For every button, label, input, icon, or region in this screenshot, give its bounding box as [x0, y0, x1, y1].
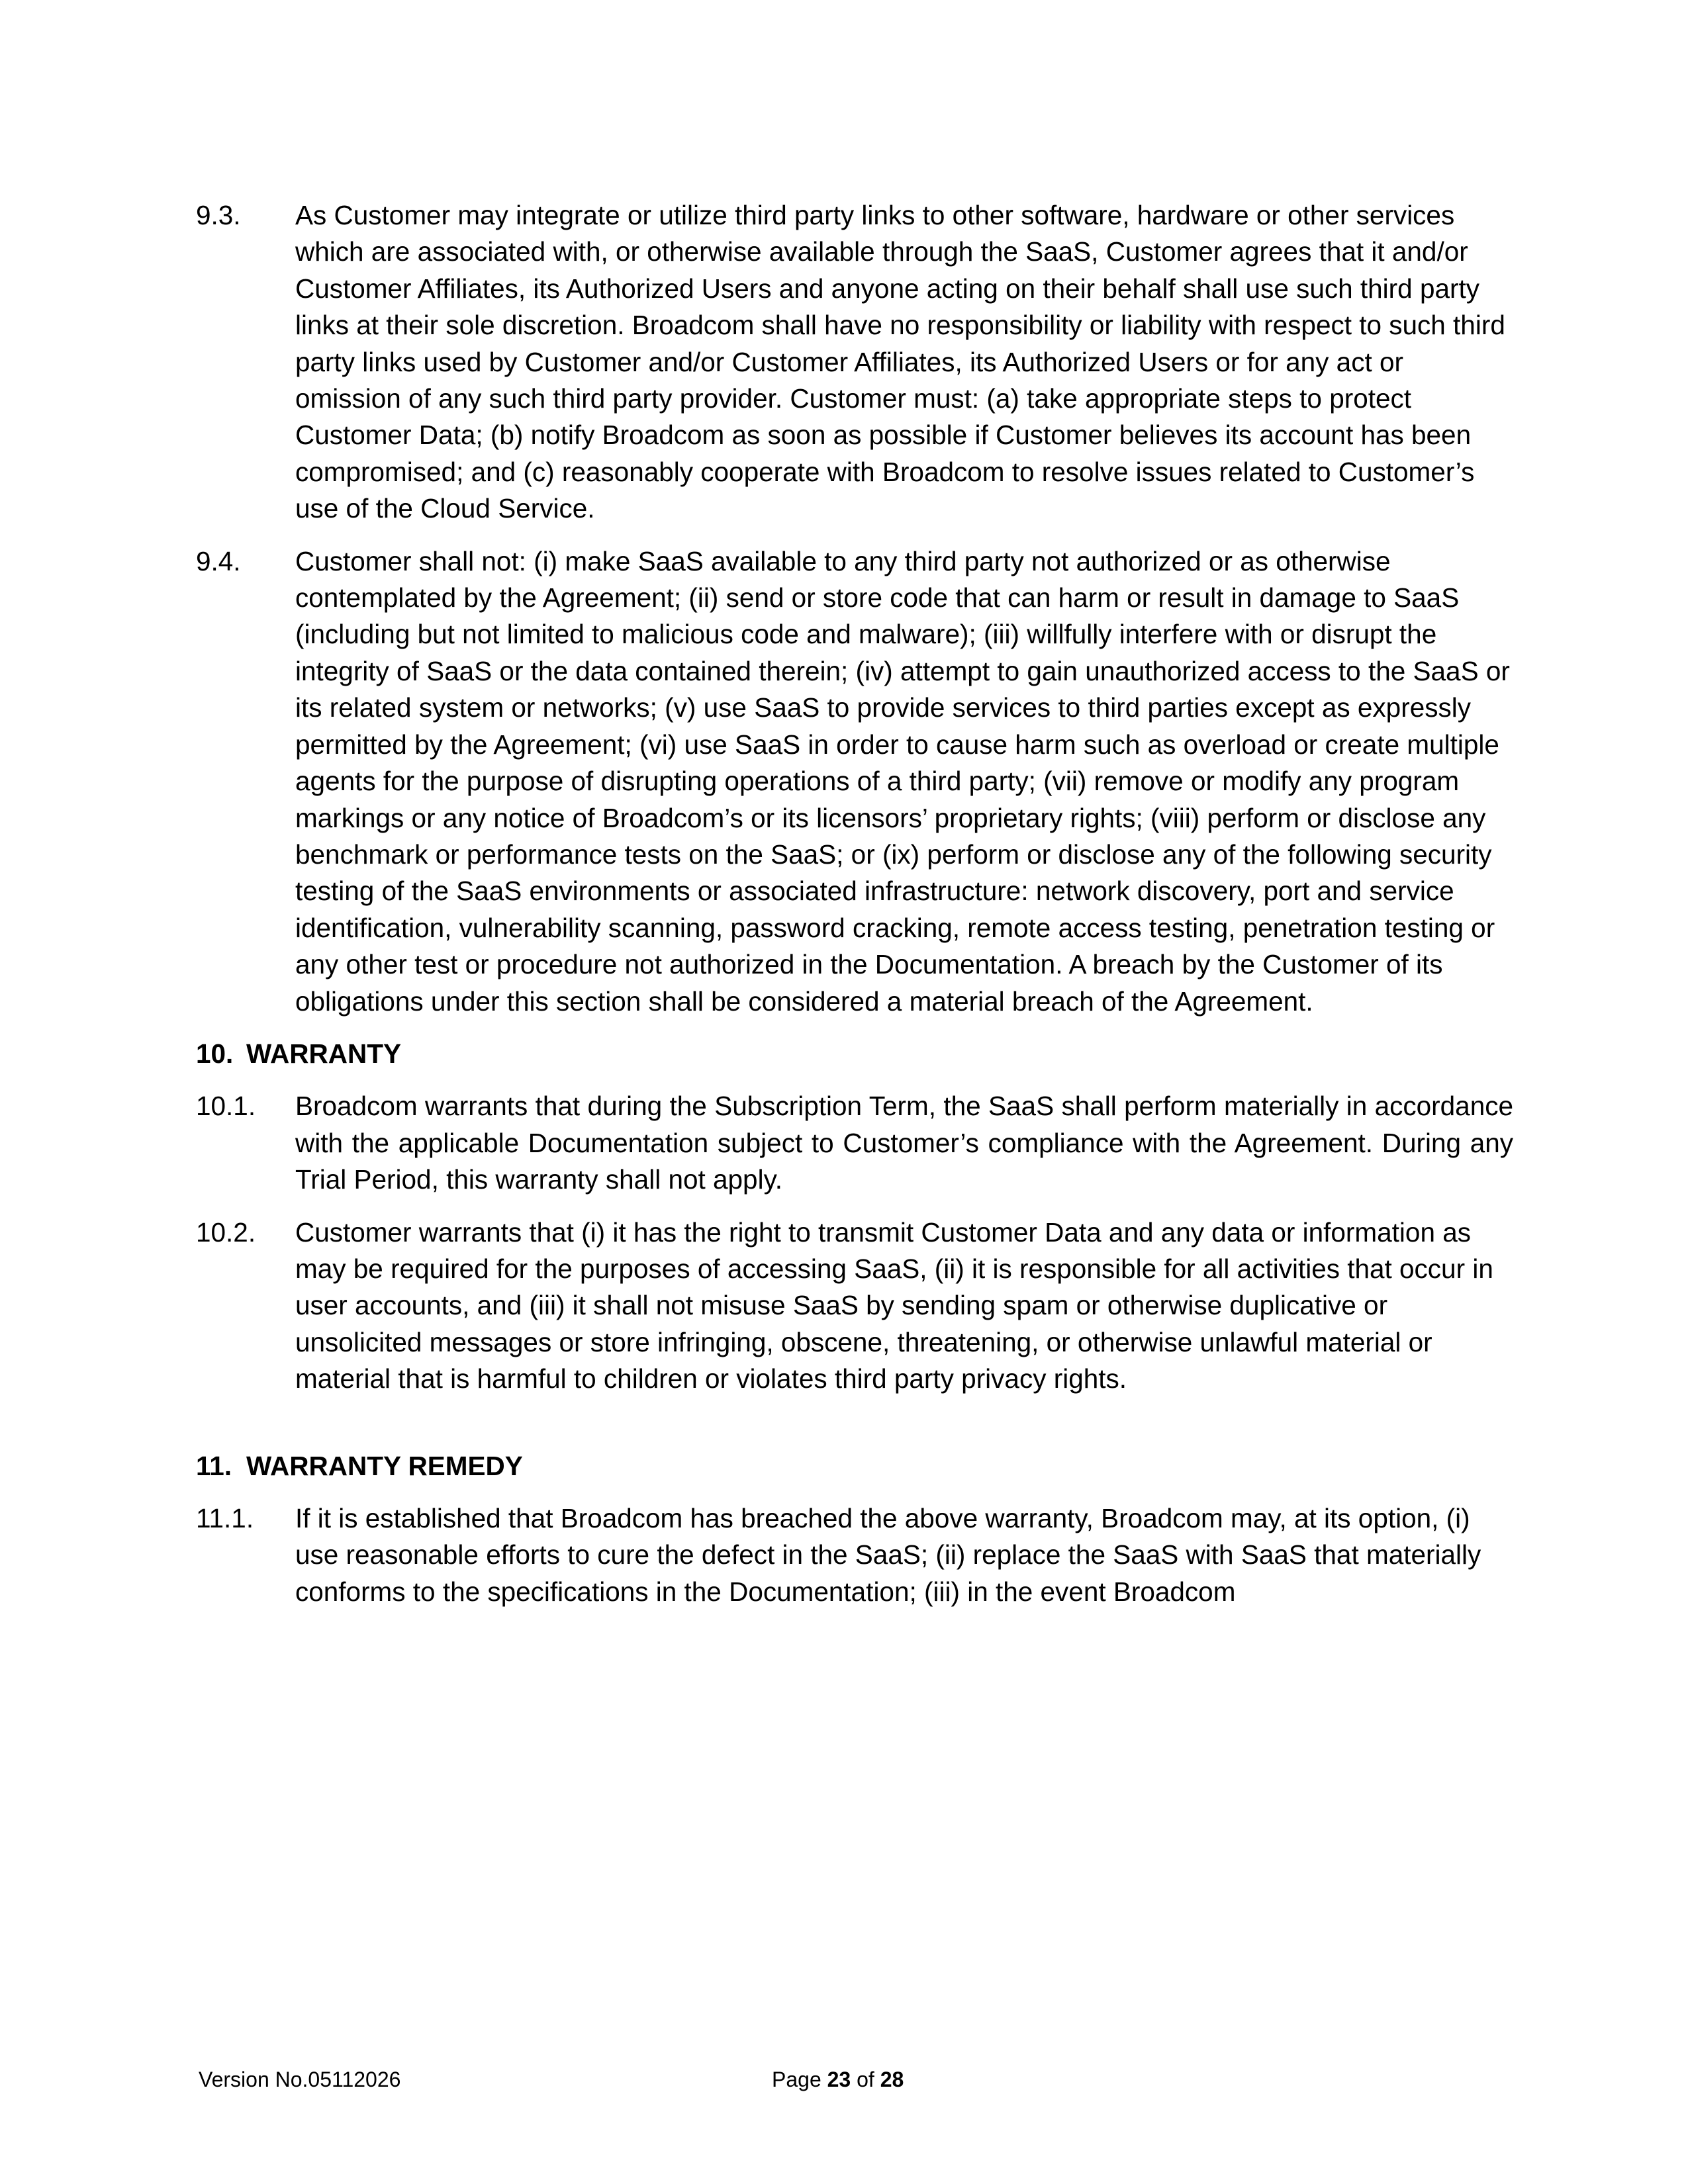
clause-text: If it is established that Broadcom has breached the above warranty, Broadcom may, at its option, (i) use reasonable efforts to cure the defect in the SaaS; (ii) replace the SaaS with SaaS that materially conforms to the specifications in the Documentation; (iii) in the event Broadcom [295, 1503, 1481, 1607]
page-footer [199, 2065, 1489, 2094]
section-title: WARRANTY [246, 1038, 401, 1069]
clause-text: As Customer may integrate or utilize third party links to other software, hardware or other services which are associated with, or otherwise available through the SaaS, Customer agrees that it and/or Customer Affiliates, its Authorized Users and anyone acting on their behalf shall use such third party links at their sole discretion. Broadcom shall have no responsibility or liability with respect to such third party links used by Customer and/or Customer Affiliates, its Authorized Users or for any act or omission of any such third party provider. Customer must: (a) take appropriate steps to protect Customer Data; (b) notify Broadcom as soon as possible if Customer believes its account has been compromised; and (c) reasonably cooperate with Broadcom to resolve issues related to Customer’s use of the Cloud Service. [295, 200, 1505, 524]
clause-9-3 [196, 197, 1513, 527]
clause-text: Customer warrants that (i) it has the right to transmit Customer Data and any data or information as may be required for the purposes of accessing SaaS, (ii) it is responsible for all activities that occur in user accounts, and (iii) it shall not misuse SaaS by sending spam or otherwise duplicative or unsolicited messages or store infringing, obscene, threatening, or otherwise unlawful material or material that is harmful to children or violates third party privacy rights. [295, 1216, 1493, 1394]
page-current: 23 [827, 2068, 851, 2091]
page-of: of [857, 2068, 874, 2091]
section-number: 10. [196, 1038, 234, 1069]
page-word: Page [772, 2068, 821, 2091]
section-title: WARRANTY REMEDY [246, 1450, 523, 1481]
document-body [196, 197, 1513, 1626]
clause-text: Broadcom warrants that during the Subscription Term, the SaaS shall perform materially in accordance with the applicable Documentation subject to Customer’s compliance with the Agreement. During any Trial Period, this warranty shall not apply. [295, 1091, 1513, 1195]
page-total: 28 [880, 2068, 904, 2091]
clause-number: 10.2. [196, 1216, 256, 1248]
clause-10-2 [196, 1214, 1513, 1398]
page-number [772, 2065, 904, 2094]
clause-number: 10.1. [196, 1091, 256, 1122]
section-heading-warranty-remedy [196, 1448, 1513, 1484]
section-heading-warranty [196, 1036, 1513, 1072]
clause-number: 9.3. [196, 200, 241, 230]
version-number: Version No.05112026 [199, 2068, 401, 2091]
clause-10-1 [196, 1088, 1513, 1198]
section-number: 11. [196, 1450, 232, 1481]
clause-9-4 [196, 543, 1513, 1020]
clause-number: 11.1. [196, 1503, 254, 1533]
clause-11-1 [196, 1500, 1513, 1610]
clause-text: Customer shall not: (i) make SaaS available to any third party not authorized or as otherwise contemplated by the Agreement; (ii) send or store code that can harm or result in damage to SaaS (including but not limited to malicious code and malware); (iii) willfully interfere with or disrupt the integrity of SaaS or the data contained therein; (iv) attempt to gain unauthorized access to the SaaS or its related system or networks; (v) use SaaS to provide services to third parties except as expressly permitted by the Agreement; (vi) use SaaS in order to cause harm such as overload or create multiple agents for the purpose of disrupting operations of a third party; (vii) remove or modify any program markings or any notice of Broadcom’s or its licensors’ proprietary rights; (viii) perform or disclose any benchmark or performance tests on the SaaS; or (ix) perform or disclose any of the following security testing of the SaaS environments or associated infrastructure: network discovery, port and service identification, vulnerability scanning, password cracking, remote access testing, penetration testing or any other test or procedure not authorized in the Documentation. A breach by the Customer of its obligations under this section shall be considered a material breach of the Agreement. [295, 545, 1510, 1017]
clause-number: 9.4. [196, 545, 241, 576]
